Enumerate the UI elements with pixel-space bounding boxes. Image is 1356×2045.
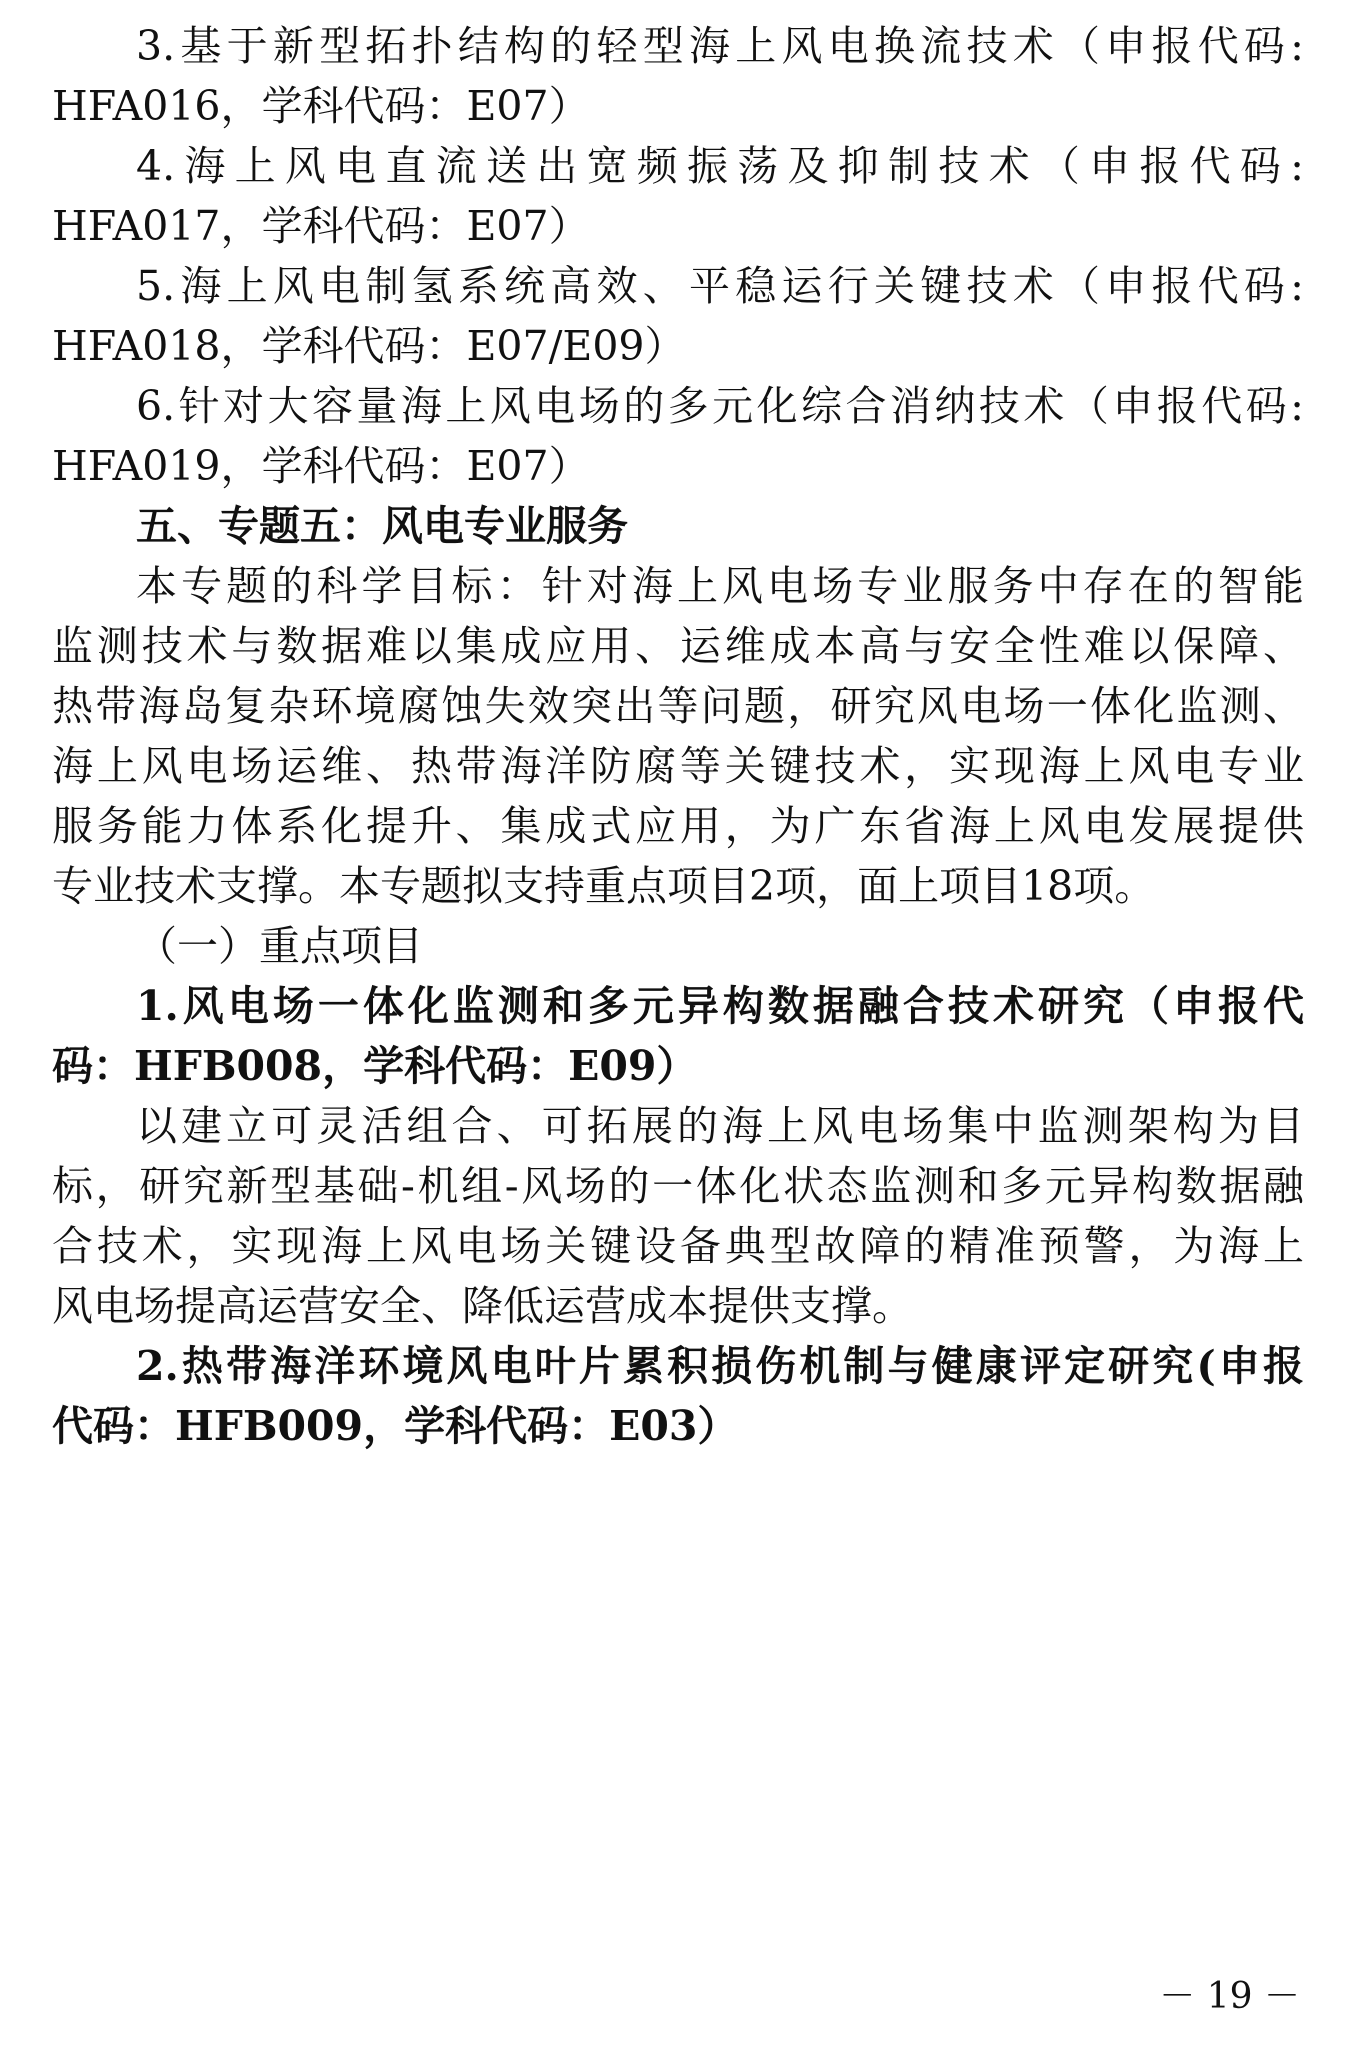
item-6-title: 6.针对大容量海上风电场的多元化综合消纳技术（申报代码:: [136, 382, 1304, 430]
key-project-2-code: 代码：HFB009，学科代码：E03）: [52, 1402, 739, 1450]
item-5-title: 5.海上风电制氢系统高效、平稳运行关键技术（申报代码:: [136, 262, 1304, 310]
item-4-code: HFA017，学科代码：E07）: [52, 202, 590, 250]
section-5-paragraph-line: 海上风电场运维、热带海洋防腐等关键技术，实现海上风电专业: [52, 742, 1304, 790]
key-project-2-title: 2.热带海洋环境风电叶片累积损伤机制与健康评定研究(申报: [136, 1342, 1304, 1390]
item-6-code: HFA019，学科代码：E07）: [52, 442, 590, 490]
key-projects-subheading: （一）重点项目: [136, 922, 423, 970]
section-5-paragraph-line: 服务能力体系化提升、集成式应用，为广东省海上风电发展提供: [52, 802, 1304, 850]
section-5-paragraph-line: 本专题的科学目标：针对海上风电场专业服务中存在的智能: [136, 562, 1304, 610]
section-5-heading: 五、专题五：风电专业服务: [136, 502, 628, 550]
key-project-1-description-line: 以建立可灵活组合、可拓展的海上风电场集中监测架构为目: [136, 1102, 1304, 1150]
item-4-title: 4.海上风电直流送出宽频振荡及抑制技术（申报代码:: [136, 142, 1304, 190]
item-3-code: HFA016，学科代码：E07）: [52, 82, 590, 130]
key-project-1-description-line: 合技术，实现海上风电场关键设备典型故障的精准预警，为海上: [52, 1222, 1304, 1270]
key-project-1-title: 1.风电场一体化监测和多元异构数据融合技术研究（申报代: [136, 982, 1304, 1030]
item-3-title: 3.基于新型拓扑结构的轻型海上风电换流技术（申报代码:: [136, 22, 1304, 70]
section-5-paragraph-line: 专业技术支撑。本专题拟支持重点项目2项，面上项目18项。: [52, 862, 1156, 910]
section-5-paragraph-line: 监测技术与数据难以集成应用、运维成本高与安全性难以保障、: [52, 622, 1304, 670]
key-project-1-description-line: 标，研究新型基础-机组-风场的一体化状态监测和多元异构数据融: [52, 1162, 1304, 1210]
item-5-code: HFA018，学科代码：E07/E09）: [52, 322, 686, 370]
key-project-1-description-line: 风电场提高运营安全、降低运营成本提供支撑。: [52, 1282, 913, 1330]
key-project-1-code: 码：HFB008，学科代码：E09）: [52, 1042, 698, 1090]
section-5-paragraph-line: 热带海岛复杂环境腐蚀失效突出等问题，研究风电场一体化监测、: [52, 682, 1304, 730]
page-number: － 19 －: [1159, 1976, 1300, 2017]
